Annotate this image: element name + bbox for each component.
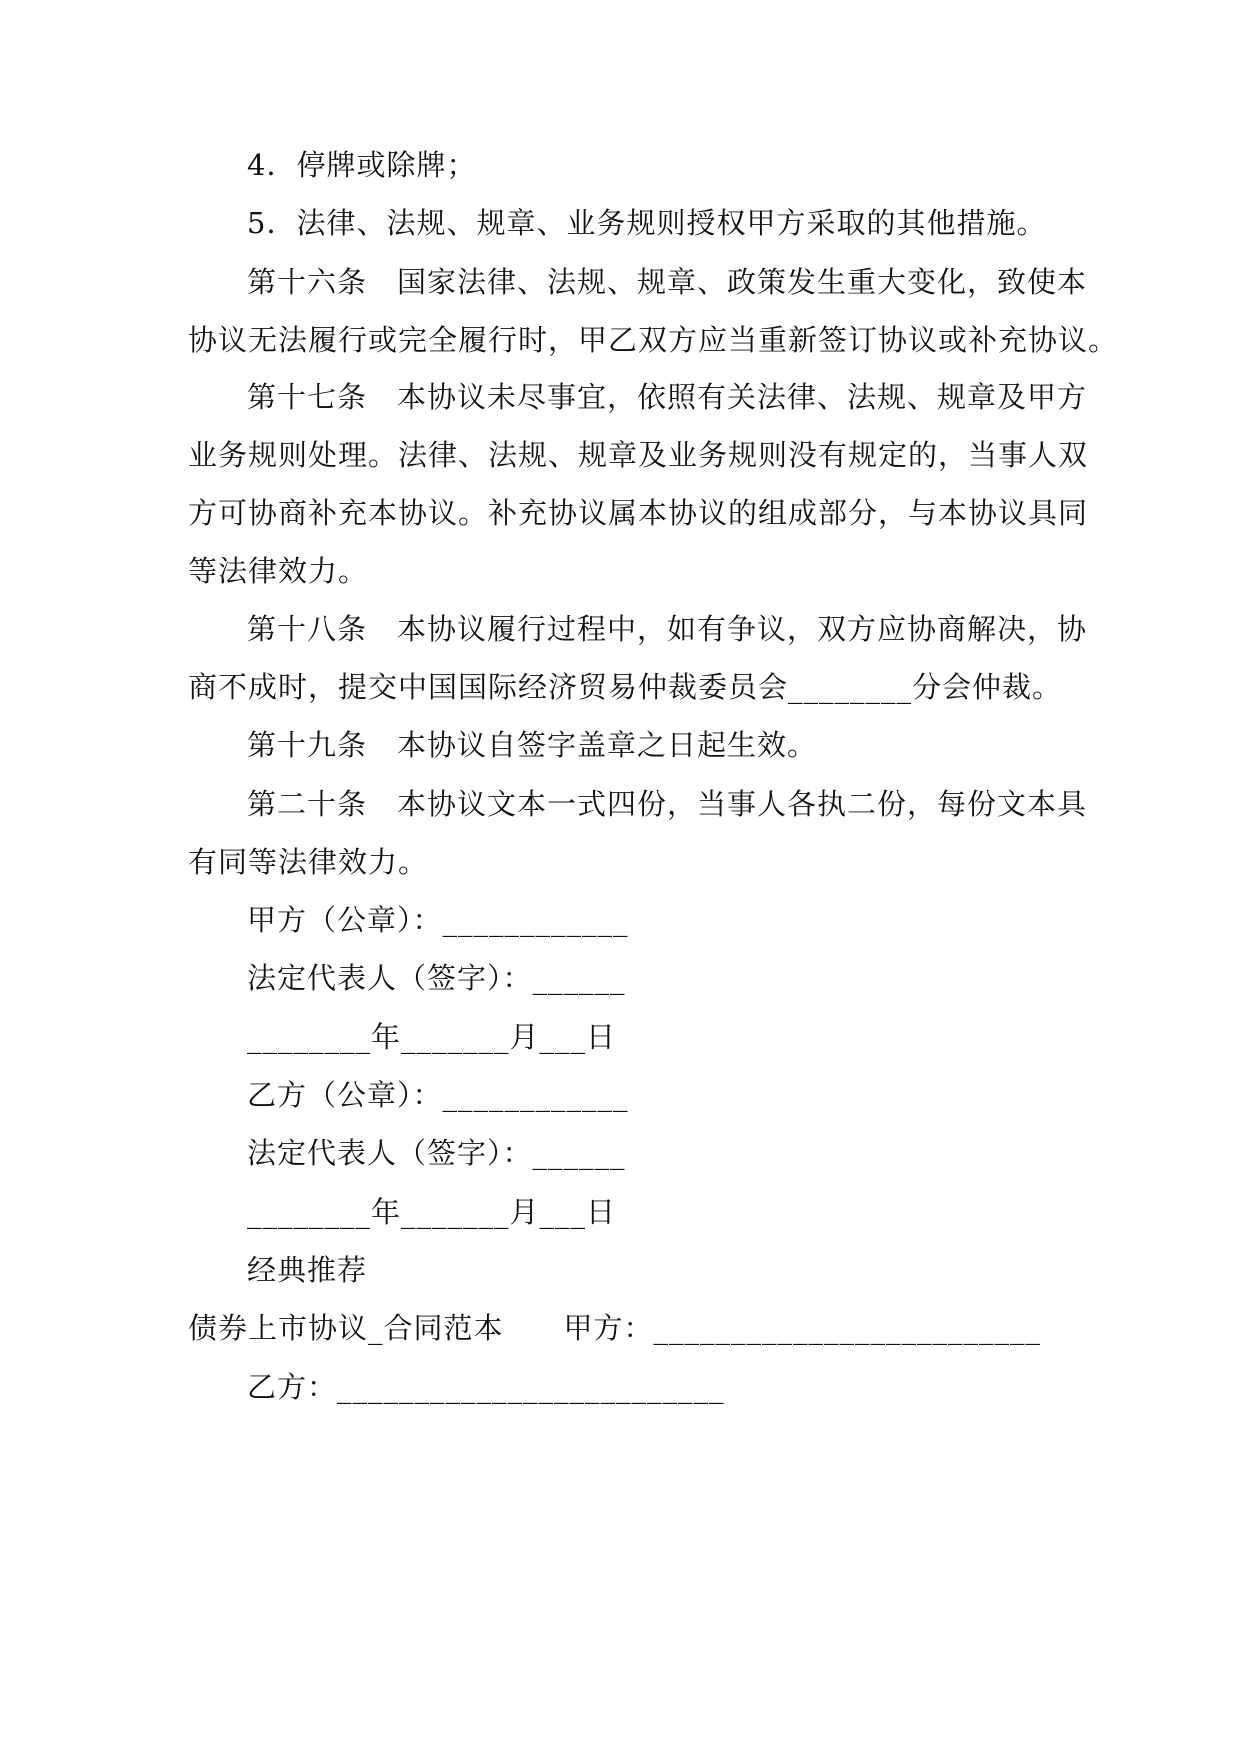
clause-item-5: 5．法律、法规、规章、业务规则授权甲方采取的其他措施。 <box>247 206 1047 240</box>
party-b-representative: 法定代表人（签字）：______ <box>247 1136 626 1170</box>
party-a-date: ________年_______月___日 <box>247 1020 617 1054</box>
article-17-line-4: 等法律效力。 <box>188 554 369 588</box>
article-17-line-2: 业务规则处理。法律、法规、规章及业务规则没有规定的，当事人双 <box>188 438 1089 472</box>
article-19: 第十九条 本协议自签字盖章之日起生效。 <box>247 728 818 762</box>
article-16-line-1: 第十六条 国家法律、法规、规章、政策发生重大变化，致使本 <box>247 265 1088 299</box>
article-17-line-1: 第十七条 本协议未尽事宜，依照有关法律、法规、规章及甲方 <box>247 380 1088 414</box>
article-16-line-2: 协议无法履行或完全履行时，甲乙双方应当重新签订协议或补充协议。 <box>188 323 1119 357</box>
party-b-date: ________年_______月___日 <box>247 1195 617 1229</box>
article-20-line-2: 有同等法律效力。 <box>188 845 429 879</box>
recommended-title-party-a: 债券上市协议_合同范本 甲方：_________________________ <box>188 1311 1042 1345</box>
party-a-representative: 法定代表人（签字）：______ <box>247 961 626 995</box>
article-18-line-2: 商不成时，提交中国国际经济贸易仲裁委员会________分会仲裁。 <box>188 670 1063 704</box>
party-b-seal: 乙方（公章）：____________ <box>247 1078 629 1112</box>
recommended-heading: 经典推荐 <box>247 1253 368 1287</box>
clause-item-4: 4．停牌或除牌； <box>247 148 477 182</box>
article-20-line-1: 第二十条 本协议文本一式四份，当事人各执二份，每份文本具 <box>247 787 1088 821</box>
party-a-seal: 甲方（公章）：____________ <box>247 903 629 937</box>
article-17-line-3: 方可协商补充本协议。补充协议属本协议的组成部分，与本协议具同 <box>188 496 1089 530</box>
recommended-party-b: 乙方：_________________________ <box>247 1370 725 1404</box>
article-18-line-1: 第十八条 本协议履行过程中，如有争议，双方应协商解决，协 <box>247 612 1088 646</box>
